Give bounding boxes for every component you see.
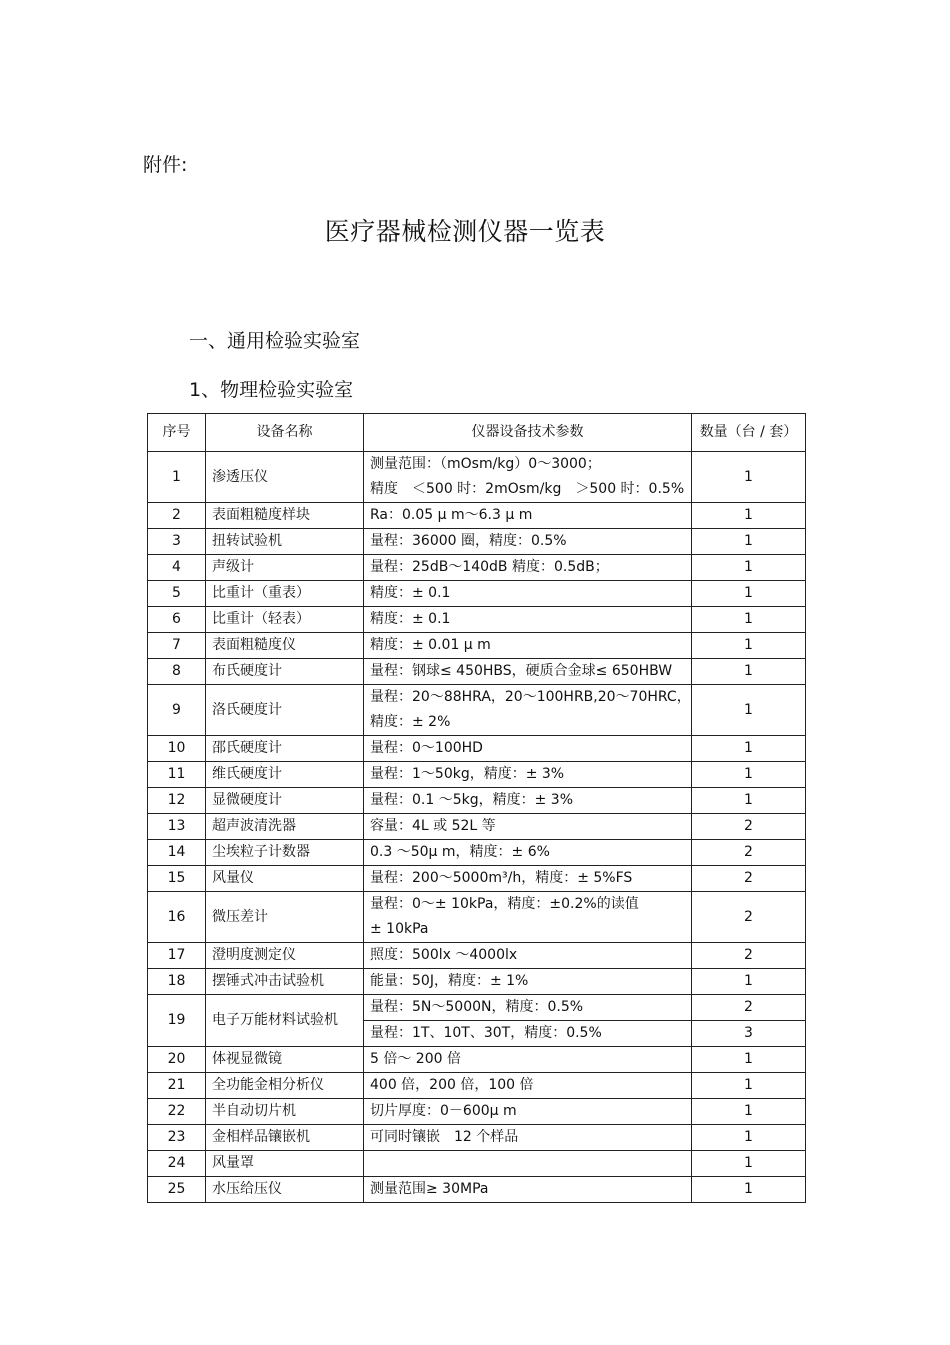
table-row — [148, 529, 806, 555]
param-line: 400 倍，200 倍，100 倍 — [370, 1077, 534, 1093]
param-cell — [364, 866, 692, 892]
row-number: 16 — [148, 892, 206, 943]
param-line: 量程：0.1 ～5kg，精度：± 3% — [370, 792, 574, 808]
equipment-name: 澄明度测定仪 — [206, 943, 364, 969]
table-row — [148, 1047, 806, 1073]
table-row — [148, 995, 806, 1021]
param-cell — [364, 1151, 692, 1177]
equipment-name: 维氏硬度计 — [206, 762, 364, 788]
row-number: 4 — [148, 555, 206, 581]
param-cell — [364, 736, 692, 762]
header-params: 仪器设备技术参数 — [364, 414, 692, 452]
param-cell — [364, 607, 692, 633]
row-number: 11 — [148, 762, 206, 788]
table-header-row — [148, 414, 806, 452]
table-row — [148, 1099, 806, 1125]
table-row — [148, 1177, 806, 1203]
header-qty: 数量（台 / 套） — [692, 414, 806, 452]
equipment-name: 风量罩 — [206, 1151, 364, 1177]
row-number: 21 — [148, 1073, 206, 1099]
equipment-name: 尘埃粒子计数器 — [206, 840, 364, 866]
param-cell — [364, 1047, 692, 1073]
row-number: 3 — [148, 529, 206, 555]
param-cell — [364, 555, 692, 581]
equipment-name: 金相样品镶嵌机 — [206, 1125, 364, 1151]
row-number: 2 — [148, 503, 206, 529]
equipment-name: 超声波清洗器 — [206, 814, 364, 840]
equipment-name: 风量仪 — [206, 866, 364, 892]
row-number: 23 — [148, 1125, 206, 1151]
param-line: 量程：20～88HRA，20～100HRB,20～70HRC， — [370, 689, 691, 705]
table-row — [148, 452, 806, 503]
param-line: 精度：± 2% — [370, 714, 451, 730]
quantity: 1 — [692, 452, 806, 503]
equipment-name: 表面粗糙度样块 — [206, 503, 364, 529]
quantity: 1 — [692, 969, 806, 995]
quantity: 2 — [692, 866, 806, 892]
row-number: 5 — [148, 581, 206, 607]
param-cell — [364, 581, 692, 607]
quantity: 1 — [692, 555, 806, 581]
param-cell — [364, 685, 692, 736]
row-number: 18 — [148, 969, 206, 995]
param-cell — [364, 659, 692, 685]
row-number: 25 — [148, 1177, 206, 1203]
attachment-label: 附件: — [143, 154, 188, 176]
param-line: Ra：0.05 μ m～6.3 μ m — [370, 507, 533, 523]
equipment-name: 摆锤式冲击试验机 — [206, 969, 364, 995]
param-cell — [364, 1125, 692, 1151]
param-cell: 量程：1T、10T、30T，精度：0.5% — [364, 1021, 692, 1047]
quantity: 1 — [692, 633, 806, 659]
param-cell — [364, 943, 692, 969]
row-number: 1 — [148, 452, 206, 503]
param-cell — [364, 1099, 692, 1125]
quantity: 1 — [692, 1177, 806, 1203]
param-cell — [364, 788, 692, 814]
param-line: 量程：0～100HD — [370, 740, 483, 756]
param-line: 切片厚度：0－600μ m — [370, 1103, 517, 1119]
param-cell — [364, 503, 692, 529]
quantity: 1 — [692, 1099, 806, 1125]
param-cell — [364, 840, 692, 866]
param-line: 精度：± 0.1 — [370, 585, 451, 601]
table-row — [148, 736, 806, 762]
row-number: 24 — [148, 1151, 206, 1177]
param-line: 精度 ＜500 时：2mOsm/kg ＞500 时：0.5% — [370, 481, 685, 497]
row-number: 19 — [148, 995, 206, 1047]
quantity: 2 — [692, 995, 806, 1021]
quantity: 1 — [692, 659, 806, 685]
table-row — [148, 633, 806, 659]
equipment-name: 微压差计 — [206, 892, 364, 943]
row-number: 9 — [148, 685, 206, 736]
equipment-name: 体视显微镜 — [206, 1047, 364, 1073]
equipment-name: 比重计（重表） — [206, 581, 364, 607]
row-number: 12 — [148, 788, 206, 814]
param-cell — [364, 1177, 692, 1203]
row-number: 8 — [148, 659, 206, 685]
quantity: 1 — [692, 788, 806, 814]
row-number: 20 — [148, 1047, 206, 1073]
param-line: 量程：钢球≤ 450HBS，硬质合金球≤ 650HBW — [370, 663, 673, 679]
param-line: 量程：200～5000m³/h，精度：± 5%FS — [370, 870, 633, 886]
equipment-name: 洛氏硬度计 — [206, 685, 364, 736]
quantity: 1 — [692, 1151, 806, 1177]
equipment-name: 渗透压仪 — [206, 452, 364, 503]
header-no: 序号 — [148, 414, 206, 452]
quantity: 2 — [692, 840, 806, 866]
table-row — [148, 943, 806, 969]
param-line: 容量：4L 或 52L 等 — [370, 818, 496, 834]
param-line: 量程：25dB～140dB 精度：0.5dB； — [370, 559, 609, 575]
param-line: 量程：36000 圈，精度：0.5% — [370, 533, 567, 549]
equipment-name: 邵氏硬度计 — [206, 736, 364, 762]
param-cell — [364, 452, 692, 503]
table-row — [148, 866, 806, 892]
equipment-name: 比重计（轻表） — [206, 607, 364, 633]
quantity: 1 — [692, 762, 806, 788]
table-row — [148, 814, 806, 840]
param-cell — [364, 633, 692, 659]
table-row — [148, 788, 806, 814]
row-number: 10 — [148, 736, 206, 762]
row-number: 6 — [148, 607, 206, 633]
table-row — [148, 969, 806, 995]
table-row — [148, 1125, 806, 1151]
equipment-name: 声级计 — [206, 555, 364, 581]
param-cell: 量程：5N～5000N，精度：0.5% — [364, 995, 692, 1021]
equipment-name: 表面粗糙度仪 — [206, 633, 364, 659]
quantity: 2 — [692, 814, 806, 840]
row-number: 14 — [148, 840, 206, 866]
quantity: 3 — [692, 1021, 806, 1047]
row-number: 7 — [148, 633, 206, 659]
param-line: 能量：50J，精度：± 1% — [370, 973, 529, 989]
table-row — [148, 685, 806, 736]
equipment-table — [147, 413, 806, 1203]
param-cell — [364, 529, 692, 555]
table-row — [148, 607, 806, 633]
page-title: 医疗器械检测仪器一览表 — [324, 217, 606, 246]
param-line: 5 倍～ 200 倍 — [370, 1051, 461, 1067]
param-cell — [364, 1073, 692, 1099]
row-number: 13 — [148, 814, 206, 840]
param-line: 精度：± 0.01 μ m — [370, 637, 491, 653]
equipment-name: 全功能金相分析仪 — [206, 1073, 364, 1099]
table-row — [148, 1151, 806, 1177]
equipment-name: 电子万能材料试验机 — [206, 995, 364, 1047]
section-heading: 一、通用检验实验室 — [189, 330, 361, 352]
table-row — [148, 762, 806, 788]
row-number: 17 — [148, 943, 206, 969]
param-line: 0.3 ～50μ m，精度：± 6% — [370, 844, 550, 860]
table-row — [148, 581, 806, 607]
param-line: 可同时镶嵌 12 个样品 — [370, 1129, 519, 1145]
table-row — [148, 892, 806, 943]
quantity: 2 — [692, 943, 806, 969]
param-line: 量程：1～50kg，精度：± 3% — [370, 766, 565, 782]
row-number: 15 — [148, 866, 206, 892]
subsection-heading: 1、物理检验实验室 — [189, 379, 354, 401]
quantity: 1 — [692, 1047, 806, 1073]
param-cell — [364, 762, 692, 788]
header-name: 设备名称 — [206, 414, 364, 452]
table-row — [148, 1073, 806, 1099]
quantity: 1 — [692, 581, 806, 607]
table-row — [148, 555, 806, 581]
param-line: 测量范围：（mOsm/kg）0～3000； — [370, 456, 601, 472]
table-row — [148, 840, 806, 866]
quantity: 1 — [692, 1073, 806, 1099]
param-cell — [364, 969, 692, 995]
param-line: 测量范围≥ 30MPa — [370, 1181, 489, 1197]
quantity: 1 — [692, 736, 806, 762]
quantity: 2 — [692, 892, 806, 943]
param-cell — [364, 814, 692, 840]
param-line: 照度：500lx ～4000lx — [370, 947, 518, 963]
quantity: 1 — [692, 1125, 806, 1151]
quantity: 1 — [692, 607, 806, 633]
equipment-name: 显微硬度计 — [206, 788, 364, 814]
equipment-name: 扭转试验机 — [206, 529, 364, 555]
row-number: 22 — [148, 1099, 206, 1125]
table-row — [148, 659, 806, 685]
param-cell — [364, 892, 692, 943]
equipment-name: 半自动切片机 — [206, 1099, 364, 1125]
quantity: 1 — [692, 503, 806, 529]
quantity: 1 — [692, 529, 806, 555]
param-line: 量程：0～± 10kPa，精度：±0.2%的读值 — [370, 896, 639, 912]
table-row — [148, 503, 806, 529]
quantity: 1 — [692, 685, 806, 736]
param-line: ± 10kPa — [370, 921, 429, 937]
param-line: 精度：± 0.1 — [370, 611, 451, 627]
equipment-name: 水压给压仪 — [206, 1177, 364, 1203]
equipment-name: 布氏硬度计 — [206, 659, 364, 685]
